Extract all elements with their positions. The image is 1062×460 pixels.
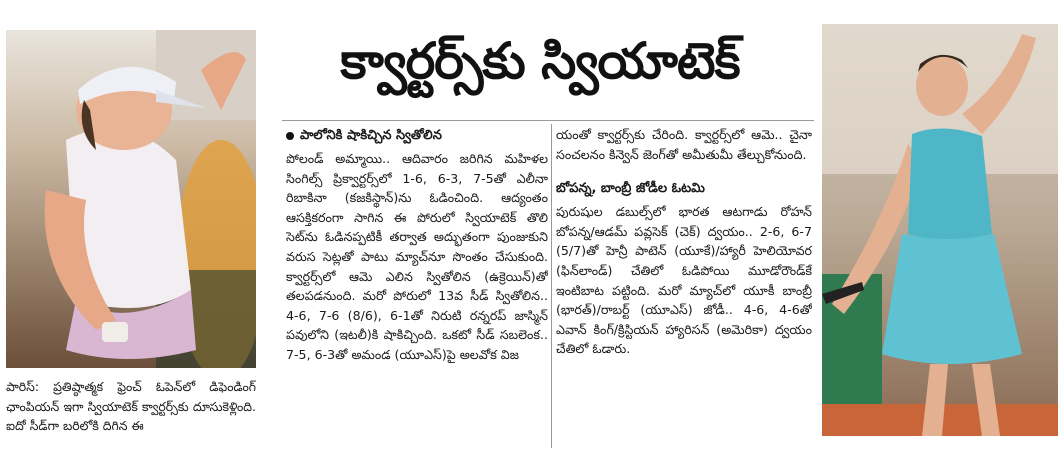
subheading-text: బోపన్న, బాంబ్రీ జోడీల ఓటమి: [556, 181, 705, 197]
headline: క్వార్టర్స్‌కు స్వియాటెక్: [340, 32, 740, 90]
column-1-body: పోలండ్ అమ్మాయి.. ఆదివారం జరిగిన మహిళల సింగిల్స్ ప్రిక్వార్టర్స్‌లో 1-6, 6-3, 7-5తో ఎలీనా రిబాకినా (కజకిస్థాన్)ను ఓడించింది. ఆద్యంతం ఆసక్తికరంగా సాగిన ఈ పోరులో స్వియాటెక్ తొలి సెట్‌ను ఓడినప్పటికీ తర్వాత అద్భుతంగా పుంజుకుని వరుస సెట్లతో పాటు మ్యాచ్‌నూ సొంతం చేసుకుంది. క్వార్టర్స్‌లో ఆమె ఎలిన స్వితోలిన (ఉక్రెయిన్)తో తలపడనుంది. మరో పోరులో 13వ సీడ్ స్వితోలిన.. 4-6, 7-6 (8/6), 6-1తో నిరుటి రన్నరప్ జాస్మిన్ పవులోని (ఇటలీ)కి షాకిచ్చింది. ఒకటో సీడ్ సబలెంక.. 7-5, 6-3తో అమండ (యూఎస్)పై అలవోక విజ: [286, 151, 548, 362]
divider: [282, 120, 814, 121]
lead-body: పారిస్: ప్రతిష్ఠాత్మక ఫ్రెంచ్ ఓపెన్‌లో డిఫెండింగ్ ఛాంపియన్ ఇగా స్వియాటెక్ క్వార్టర్స్‌కు దూసుకెళ్లింది. ఐదో సీడ్‌గా బరిలోకి దిగిన ఈ: [6, 379, 256, 434]
column-2-body-b: పురుషుల డబుల్స్‌లో భారత ఆటగాడు రోహన్ బోపన్న/ఆడమ్ పవ్లసెక్ (చెక్) ద్వయం.. 2-6, 6-7 (5/7)తో హెన్రీ పాటెన్ (యూకే)/హ్యారీ హెలియోవర (ఫిన్‌లాండ్) చేతిలో ఓడిపోయి మూడోరౌండ్‌కే ఇంటిబాట పట్టింది. మరో మ్యాచ్‌లో యూకీ బాంబ్రీ (భారత్)/రాబర్ట్ (యూఎస్) జోడీ.. 4-6, 4-6తో ఎవాన్ కింగ్/క్రిస్టియన్ హ్యారిసన్ (అమెరికా) ద్వయం చేతిలో ఓడారు.: [556, 204, 812, 357]
photo-swiatek: [6, 30, 256, 368]
bullet-icon: [286, 132, 294, 140]
subheading-text: పాలోనికి షాకిచ్చిన స్వితోలిన: [300, 128, 442, 143]
photo-sabalenka: [822, 24, 1058, 436]
subheading-svitolina: [286, 125, 548, 147]
article-column-2: [556, 125, 812, 445]
column-divider: [551, 124, 552, 448]
article-column-1: [286, 125, 548, 445]
subheading-bopanna: [556, 178, 812, 200]
article-lead: [6, 377, 256, 455]
column-2-body-a: యంతో క్వార్టర్స్‌కు చేరింది. క్వార్టర్స్‌లో ఆమె.. చైనా సంచలనం కిన్వెన్ జెంగ్‌తో అమీతుమీ తేల్చుకోనుంది.: [556, 127, 812, 162]
